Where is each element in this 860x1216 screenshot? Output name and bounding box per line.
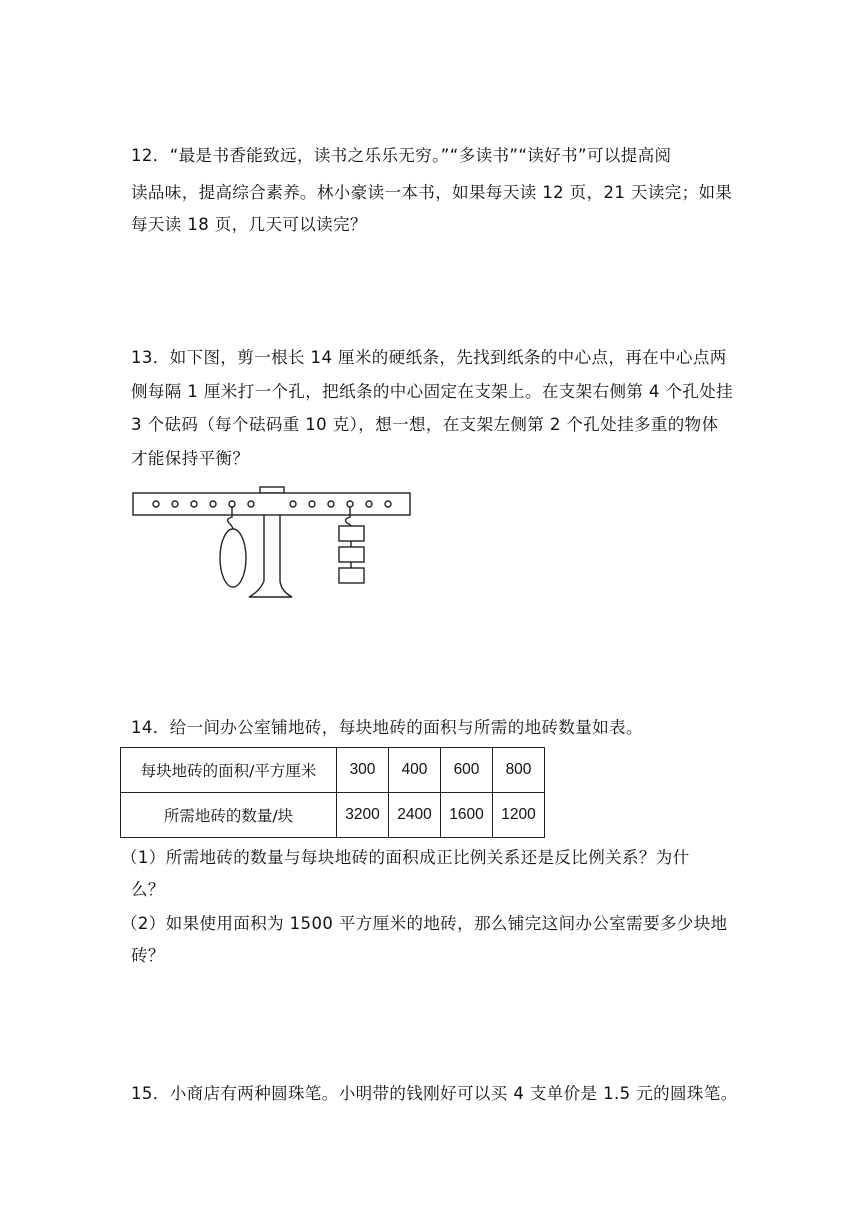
row2-value-4: 1200	[493, 793, 545, 838]
row1-header: 每块地砖的面积/平方厘米	[121, 748, 337, 793]
row2-value-1: 3200	[337, 793, 389, 838]
tile-table	[120, 747, 545, 838]
row2-header: 所需地砖的数量/块	[121, 793, 337, 838]
row2-value-2: 2400	[389, 793, 441, 838]
balance-diagram	[130, 485, 415, 605]
row1-value-4: 800	[493, 748, 545, 793]
q14-sub2-line-2: 砖？	[131, 946, 165, 965]
table-row	[121, 748, 545, 793]
row2-value-3: 1600	[441, 793, 493, 838]
q13-line-1: 13．如下图，剪一根长 14 厘米的硬纸条，先找到纸条的中心点，再在中心点两	[131, 348, 727, 367]
weight-1	[339, 526, 364, 541]
q12-line-1: 12．“最是书香能致远，读书之乐乐无穷。”“多读书”“读好书”可以提高阅	[131, 146, 672, 165]
q13-line-2: 侧每隔 1 厘米打一个孔，把纸条的中心固定在支架上。在支架右侧第 4 个孔处挂	[131, 382, 734, 401]
q15-line-1: 15．小商店有两种圆珠笔。小明带的钱刚好可以买 4 支单价是 1.5 元的圆珠笔。	[131, 1084, 738, 1103]
q13-line-4: 才能保持平衡？	[131, 449, 250, 468]
q14-sub1-line-1: （1）所需地砖的数量与每块地砖的面积成正比例关系还是反比例关系？为什	[121, 848, 690, 867]
row1-value-1: 300	[337, 748, 389, 793]
q12-line-2: 读品味，提高综合素养。林小豪读一本书，如果每天读 12 页，21 天读完；如果	[131, 183, 733, 202]
stand-body	[249, 515, 292, 597]
q13-line-3: 3 个砝码（每个砝码重 10 克），想一想，在支架左侧第 2 个孔处挂多重的物体	[131, 415, 719, 434]
balance-figure	[130, 485, 415, 609]
stand-cap	[260, 487, 284, 493]
paper-strip	[133, 493, 410, 515]
q14-sub2-line-1: （2）如果使用面积为 1500 平方厘米的地砖，那么铺完这间办公室需要多少块地	[121, 914, 728, 933]
q14-intro: 14．给一间办公室铺地砖，每块地砖的面积与所需的地砖数量如表。	[131, 718, 643, 737]
weight-2	[339, 547, 364, 562]
row1-value-3: 600	[441, 748, 493, 793]
weight-3	[339, 568, 364, 583]
table-row	[121, 793, 545, 838]
q14-sub1-line-2: 么？	[131, 880, 165, 899]
row1-value-2: 400	[389, 748, 441, 793]
q12-line-3: 每天读 18 页，几天可以读完？	[131, 215, 367, 234]
left-oval-weight	[220, 529, 246, 587]
